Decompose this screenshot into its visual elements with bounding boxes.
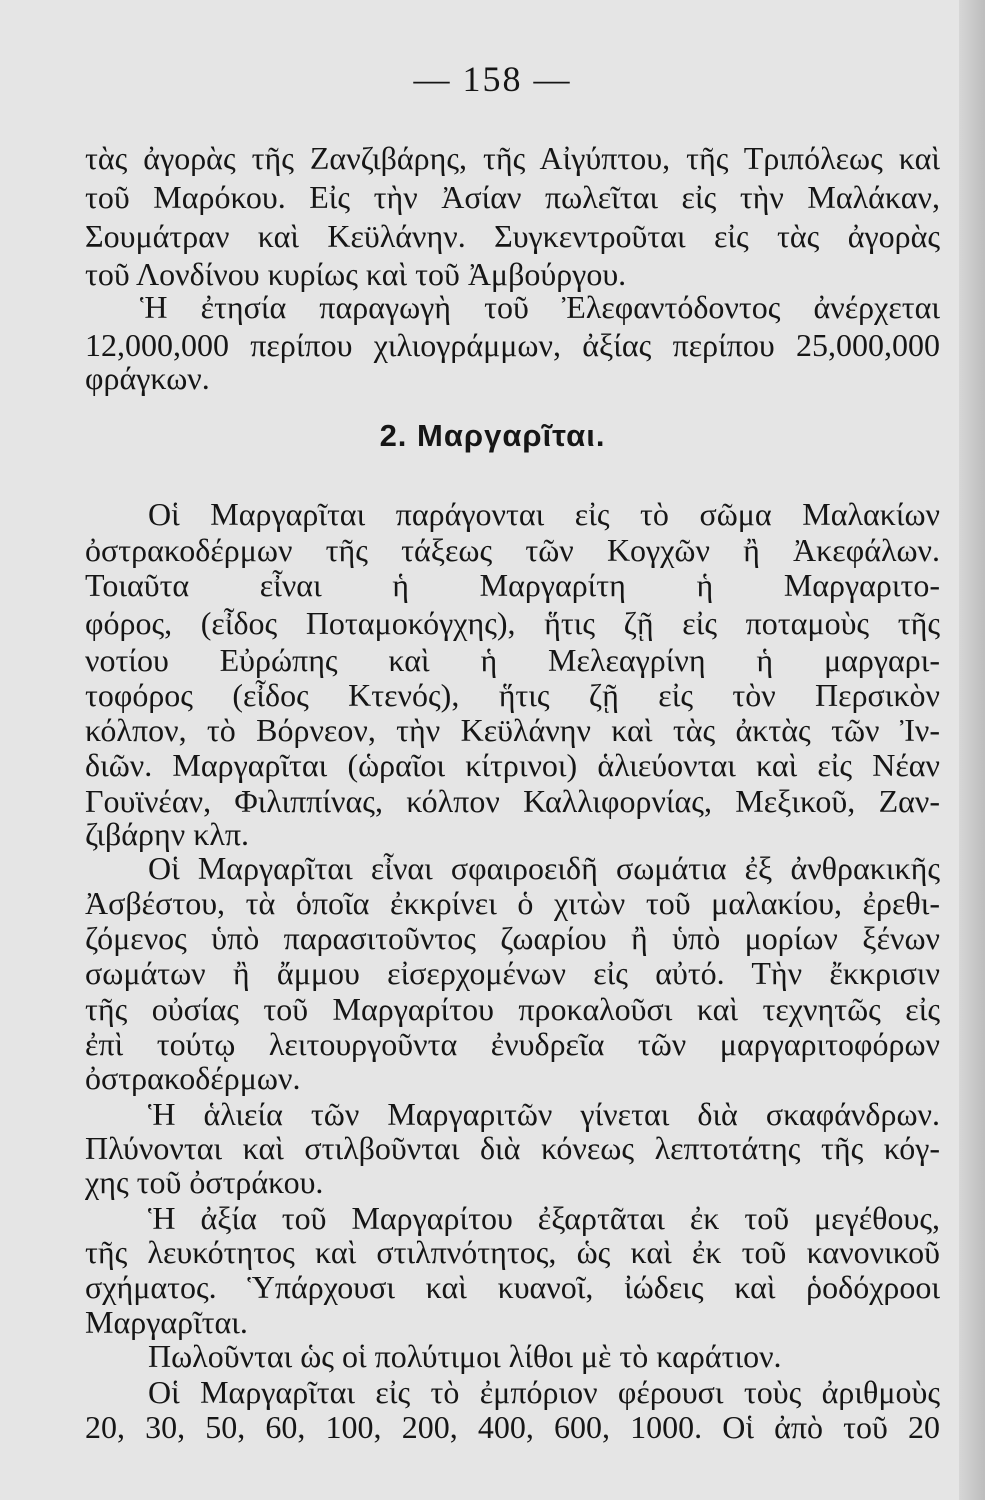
- text-line: ὀστρακοδέρμων τῆς τάξεως τῶν Κογχῶν ἢ Ἀκεφάλων.: [85, 532, 940, 568]
- text-line: τοφόρος (εἶδος Κτενός), ἥτις ζῇ εἰς τὸν Περσικὸν: [85, 677, 940, 713]
- text-line: τὰς ἀγορὰς τῆς Ζανζιβάρης, τῆς Αἰγύπτου, τῆς Τριπόλεως καὶ: [85, 140, 940, 176]
- text-line: Ἡ ἀξία τοῦ Μαργαρίτου ἐξαρτᾶται ἐκ τοῦ μεγέθους,: [148, 1200, 940, 1236]
- text-line: νοτίου Εὐρώπης καὶ ἡ Μελεαγρίνη ἡ μαργαρι-: [85, 642, 940, 678]
- text-line: Πωλοῦνται ὡς οἱ πολύτιμοι λίθοι μὲ τὸ καράτιον.: [148, 1338, 782, 1374]
- text-line: Ἡ ἁλιεία τῶν Μαργαριτῶν γίνεται διὰ σκαφάνδρων.: [148, 1096, 940, 1132]
- text-line: ζόμενος ὑπὸ παρασιτοῦντος ζωαρίου ἢ ὑπὸ μορίων ξένων: [85, 920, 940, 956]
- text-line: Μαργαρῖται.: [85, 1304, 248, 1340]
- text-line: τοῦ Μαρόκου. Εἰς τὴν Ἀσίαν πωλεῖται εἰς τὴν Μαλάκαν,: [85, 179, 940, 215]
- text-line: ἐπὶ τούτῳ λειτουργοῦντα ἐνυδρεῖα τῶν μαργαριτοφόρων: [85, 1026, 940, 1062]
- page-edge-shadow: [959, 0, 985, 1500]
- text-line: Σουμάτραν καὶ Κεϋλάνην. Συγκεντροῦται εἰς τὰς ἀγορὰς: [85, 218, 940, 254]
- text-line: σχήματος. Ὑπάρχουσι καὶ κυανοῖ, ἰώδεις καὶ ῥοδόχροοι: [85, 1269, 940, 1305]
- text-line: χης τοῦ ὀστράκου.: [85, 1164, 324, 1200]
- text-line: φόρος, (εἶδος Ποταμοκόγχης), ἥτις ζῇ εἰς ποταμοὺς τῆς: [85, 605, 940, 641]
- text-line: Τοιαῦτα εἶναι ἡ Μαργαρίτη ἡ Μαργαριτο-: [85, 567, 940, 603]
- text-line: διῶν. Μαργαρῖται (ὡραῖοι κίτρινοι) ἁλιεύονται καὶ εἰς Νέαν: [85, 747, 940, 783]
- text-line: ζιβάρην κλπ.: [85, 816, 249, 852]
- text-line: Οἱ Μαργαρῖται παράγονται εἰς τὸ σῶμα Μαλακίων: [148, 496, 940, 532]
- text-line: ὀστρακοδέρμων.: [85, 1060, 301, 1096]
- text-line: Γουϊνέαν, Φιλιππίνας, κόλπον Καλλιφορνίας, Μεξικοῦ, Ζαν-: [85, 783, 940, 819]
- text-line: Οἱ Μαργαρῖται εἰς τὸ ἐμπόριον φέρουσι τοὺς ἀριθμοὺς: [148, 1374, 940, 1410]
- text-line: σωμάτων ἢ ἄμμου εἰσερχομένων εἰς αὐτό. Τὴν ἔκκρισιν: [85, 955, 940, 991]
- text-line: φράγκων.: [85, 360, 210, 396]
- text-line: 12,000,000 περίπου χιλιογράμμων, ἀξίας περίπου 25,000,000: [85, 327, 940, 363]
- section-heading: 2. Μαργαρῖται.: [379, 418, 606, 453]
- text-line: Πλύνονται καὶ στιλβοῦνται διὰ κόνεως λεπτοτάτης τῆς κόγ-: [85, 1130, 940, 1166]
- text-line: τῆς οὐσίας τοῦ Μαργαρίτου προκαλοῦσι καὶ τεχνητῶς εἰς: [85, 991, 940, 1027]
- text-line: Οἱ Μαργαρῖται εἶναι σφαιροειδῆ σωμάτια ἐξ ἀνθρακικῆς: [148, 850, 940, 886]
- text-line: Ἡ ἐτησία παραγωγὴ τοῦ Ἐλεφαντόδοντος ἀνέρχεται: [140, 289, 940, 325]
- text-line: τῆς λευκότητος καὶ στιλπνότητος, ὡς καὶ ἐκ τοῦ κανονικοῦ: [85, 1234, 940, 1270]
- text-line: 20, 30, 50, 60, 100, 200, 400, 600, 1000. Οἱ ἀπὸ τοῦ 20: [85, 1409, 940, 1445]
- text-line: Ἀσβέστου, τὰ ὁποῖα ἐκκρίνει ὁ χιτὼν τοῦ μαλακίου, ἐρεθι-: [85, 885, 940, 921]
- text-line: τοῦ Λονδίνου κυρίως καὶ τοῦ Ἀμβούργου.: [85, 256, 627, 292]
- page-number: — 158 —: [413, 59, 572, 99]
- text-line: κόλπον, τὸ Βόρνεον, τὴν Κεϋλάνην καὶ τὰς ἀκτὰς τῶν Ἰν-: [85, 712, 940, 748]
